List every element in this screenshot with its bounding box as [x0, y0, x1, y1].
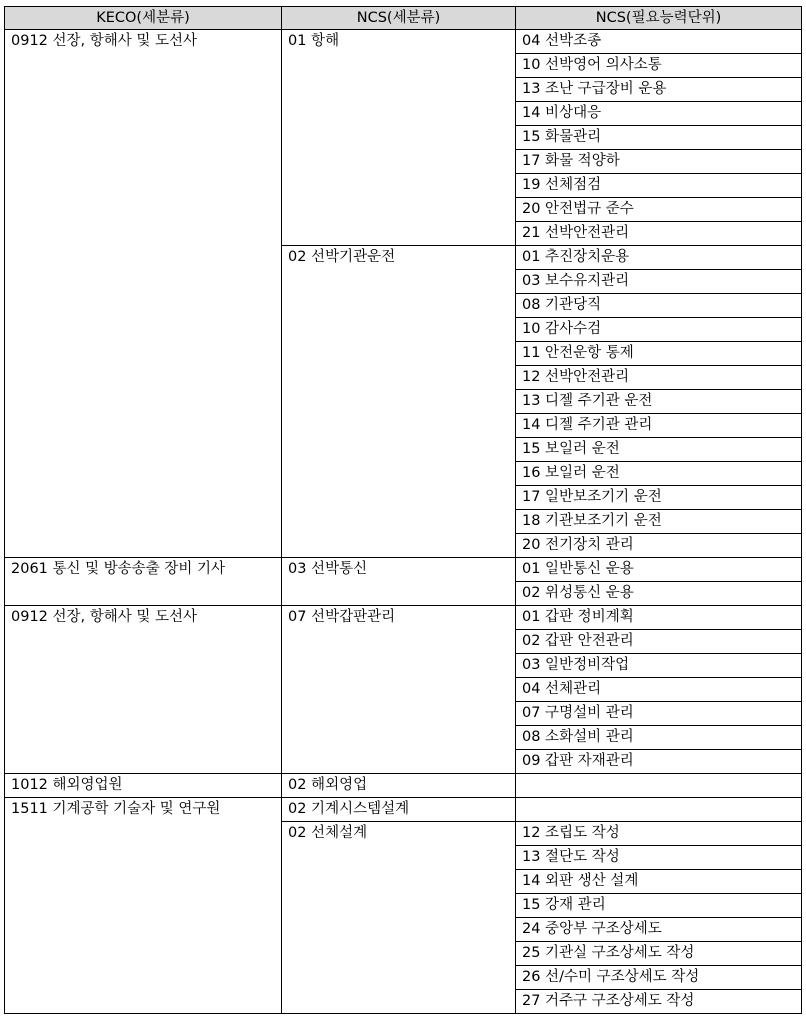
ncs-cell: 02 기계시스템설계: [282, 798, 516, 822]
unit-cell: 01 일반통신 운용: [516, 558, 802, 582]
unit-cell: 02 갑판 안전관리: [516, 630, 802, 654]
table-row: [5, 30, 802, 54]
header-ncs-units: NCS(필요능력단위): [516, 7, 802, 30]
unit-cell: 08 소화설비 관리: [516, 726, 802, 750]
keco-cell: 2061 통신 및 방송송출 장비 기사: [5, 558, 282, 606]
unit-cell: 03 일반정비작업: [516, 654, 802, 678]
ncs-cell: 02 선박기관운전: [282, 246, 516, 558]
table-body: [5, 30, 802, 1014]
unit-cell: 10 선박영어 의사소통: [516, 54, 802, 78]
table-row: [5, 798, 802, 822]
unit-cell: 14 디젤 주기관 관리: [516, 414, 802, 438]
unit-cell: 12 선박안전관리: [516, 366, 802, 390]
table-row: [5, 606, 802, 630]
unit-cell: 01 갑판 정비계획: [516, 606, 802, 630]
header-row: [5, 7, 802, 30]
unit-cell: 27 거주구 구조상세도 작성: [516, 990, 802, 1014]
unit-cell: 16 보일러 운전: [516, 462, 802, 486]
keco-cell: 0912 선장, 항해사 및 도선사: [5, 606, 282, 774]
unit-cell: 14 외판 생산 설계: [516, 870, 802, 894]
ncs-cell: 07 선박갑판관리: [282, 606, 516, 774]
header-ncs: NCS(세분류): [282, 7, 516, 30]
table-row: [5, 558, 802, 582]
unit-cell: 03 보수유지관리: [516, 270, 802, 294]
unit-cell: 15 강재 관리: [516, 894, 802, 918]
unit-cell: 15 보일러 운전: [516, 438, 802, 462]
unit-cell: 01 추진장치운용: [516, 246, 802, 270]
table-row: [5, 774, 802, 798]
ncs-cell: 01 항해: [282, 30, 516, 246]
unit-cell: 12 조립도 작성: [516, 822, 802, 846]
unit-cell: 04 선체관리: [516, 678, 802, 702]
unit-cell: 13 조난 구급장비 운용: [516, 78, 802, 102]
unit-cell: 17 화물 적양하: [516, 150, 802, 174]
unit-cell: 18 기관보조기기 운전: [516, 510, 802, 534]
unit-cell: 13 절단도 작성: [516, 846, 802, 870]
unit-cell: 25 기관실 구조상세도 작성: [516, 942, 802, 966]
ncs-cell: 02 선체설계: [282, 822, 516, 1014]
unit-cell: 07 구명설비 관리: [516, 702, 802, 726]
unit-cell: [516, 798, 802, 822]
unit-cell: 15 화물관리: [516, 126, 802, 150]
classification-table: [4, 6, 802, 1014]
ncs-cell: 03 선박통신: [282, 558, 516, 606]
unit-cell: 20 안전법규 준수: [516, 198, 802, 222]
unit-cell: 11 안전운항 통제: [516, 342, 802, 366]
keco-cell: 0912 선장, 항해사 및 도선사: [5, 30, 282, 558]
unit-cell: 21 선박안전관리: [516, 222, 802, 246]
unit-cell: 02 위성통신 운용: [516, 582, 802, 606]
unit-cell: 19 선체점검: [516, 174, 802, 198]
header-keco: KECO(세분류): [5, 7, 282, 30]
ncs-cell: 02 해외영업: [282, 774, 516, 798]
unit-cell: 04 선박조종: [516, 30, 802, 54]
unit-cell: 24 중앙부 구조상세도: [516, 918, 802, 942]
unit-cell: 26 선/수미 구조상세도 작성: [516, 966, 802, 990]
unit-cell: 10 감사수검: [516, 318, 802, 342]
unit-cell: 17 일반보조기기 운전: [516, 486, 802, 510]
unit-cell: 08 기관당직: [516, 294, 802, 318]
unit-cell: 20 전기장치 관리: [516, 534, 802, 558]
unit-cell: 13 디젤 주기관 운전: [516, 390, 802, 414]
keco-cell: 1012 해외영업원: [5, 774, 282, 798]
unit-cell: 14 비상대응: [516, 102, 802, 126]
unit-cell: [516, 774, 802, 798]
unit-cell: 09 갑판 자재관리: [516, 750, 802, 774]
keco-cell: 1511 기계공학 기술자 및 연구원: [5, 798, 282, 1014]
